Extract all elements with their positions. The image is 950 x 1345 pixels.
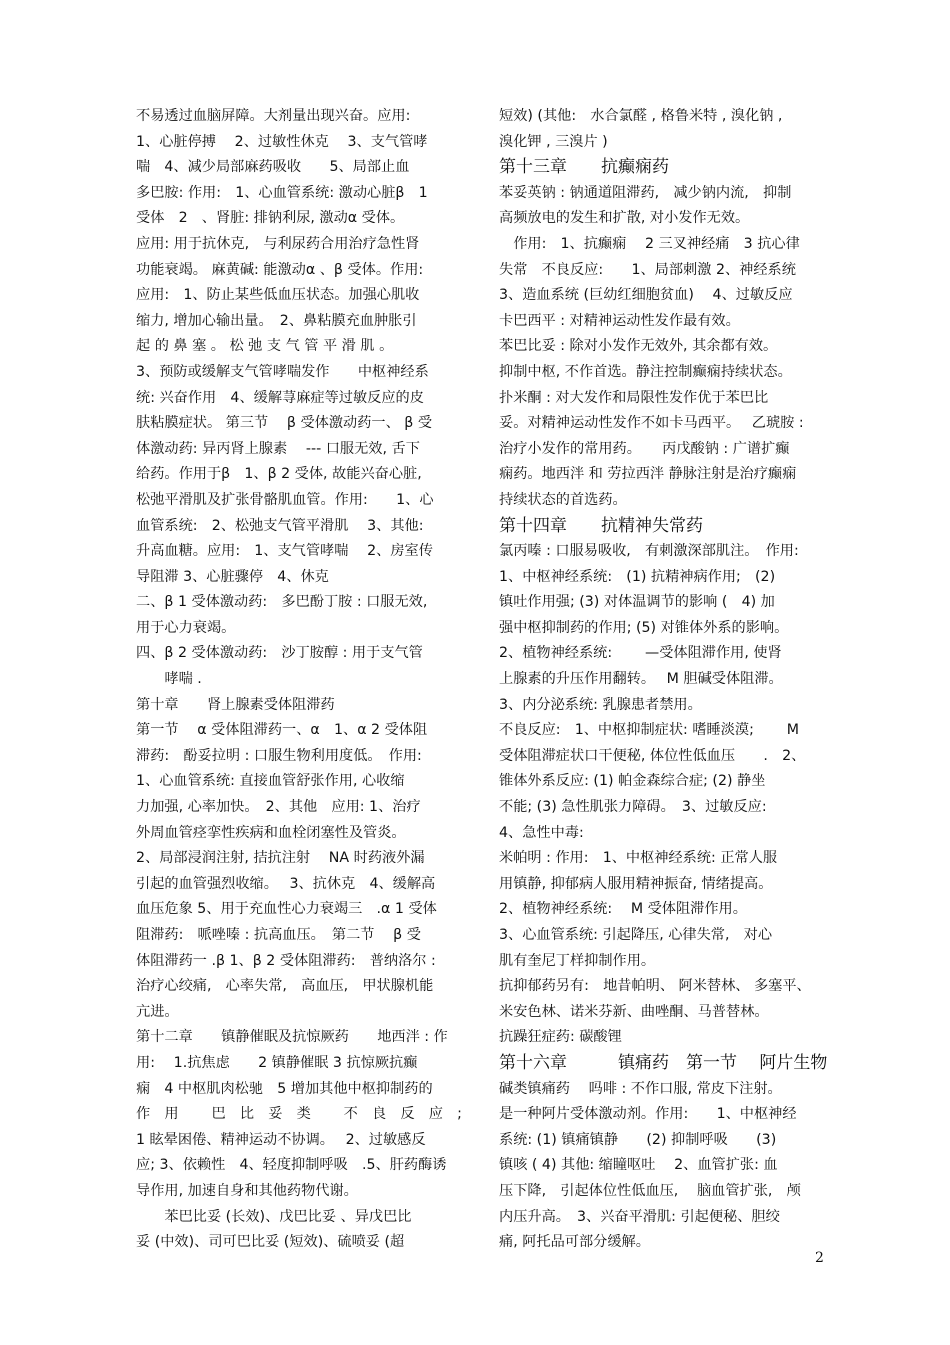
text-line: 抗抑郁药另有: 地昔帕明、 阿米替林、 多塞平、 — [499, 978, 811, 995]
text-line: 持续状态的首选药。 — [499, 491, 627, 508]
text-line: 体激动药: 异丙肾上腺素 --- 口服无效, 舌下 — [136, 440, 420, 457]
text-line: 用镇静, 抑郁病人服用精神振奋, 情绪提高。 — [499, 875, 773, 892]
text-line: 起 的 鼻 塞 。 松 弛 支 气 管 平 滑 肌 。 — [136, 338, 394, 355]
text-line: 第十二章 镇静催眠及抗惊厥药 地西泮 : 作 — [136, 1029, 448, 1046]
text-line: 应用: 用于抗休克, 与利尿药合用治疗急性肾 — [136, 235, 420, 252]
text-line: 溴化钾 , 三溴片 ) — [499, 133, 608, 150]
text-line: 妥 (中效)、司可巴比妥 (短效)、硫喷妥 (超 — [136, 1234, 405, 1251]
text-line: 不易透过血脑屏障。大剂量出现兴奋。应用: — [136, 108, 411, 124]
text-line: 治疗心绞痛, 心率失常, 高血压, 甲状腺机能 — [136, 978, 434, 995]
text-line: 多巴胺: 作用: 1、心血管系统: 激动心脏β 1 — [136, 184, 428, 201]
text-line: 四、β 2 受体激动药: 沙丁胺醇 : 用于支气管 — [136, 645, 423, 662]
text-line: 亢进。 — [136, 1003, 179, 1020]
text-line: 治疗小发作的常用药。 丙戊酸钠 : 广谱扩癫 — [499, 440, 790, 457]
text-line: 米帕明 : 作用: 1、中枢神经系统: 正常人服 — [499, 850, 778, 867]
text-line: 体阻滞药一 .β 1、β 2 受体阻滞药: 普纳洛尔 : — [136, 952, 436, 969]
text-line: 高频放电的发生和扩散, 对小发作无效。 — [499, 210, 750, 227]
text-line: 喘 4、减少局部麻药吸收 5、局部止血 — [136, 159, 410, 176]
text-line: 力加强, 心率加快。 2、其他 应用: 1、治疗 — [136, 799, 421, 816]
text-line: 痫 4 中枢肌肉松驰 5 增加其他中枢抑制药的 — [136, 1080, 433, 1097]
text-line: 应用: 1、防止某些低血压状态。加强心肌收 — [136, 287, 420, 304]
text-line: 失常 不良反应: 1、局部刺激 2、神经系统 — [499, 261, 796, 278]
text-line: 统: 兴奋作用 4、缓解荨麻症等过敏反应的皮 — [136, 389, 424, 406]
text-line: 应; 3、依赖性 4、轻度抑制呼吸 .5、肝药酶诱 — [136, 1157, 447, 1174]
text-line: 1、中枢神经系统: (1) 抗精神病作用; (2) — [499, 568, 776, 585]
text-line: 给药。作用于β 1、β 2 受体, 故能兴奋心脏, — [136, 466, 422, 483]
text-line: 1、心血管系统: 直接血管舒张作用, 心收缩 — [136, 773, 405, 790]
text-line: 2、局部浸润注射, 拮抗注射 NA 时药液外漏 — [136, 850, 425, 867]
text-line: 肤粘膜症状。 第三节 β 受体激动药一、 β 受 — [136, 415, 433, 432]
page-number: 2 — [815, 1250, 824, 1266]
text-line: 松弛平滑肌及扩张骨骼肌血管。作用: 1、心 — [136, 491, 434, 508]
text-line: 导作用, 加速自身和其他药物代谢。 — [136, 1182, 358, 1199]
text-line: 血管系统: 2、松弛支气管平滑肌 3、其他: — [136, 517, 424, 534]
text-line: 滞药: 酚妥拉明 : 口服生物利用度低。 作用: — [136, 747, 422, 764]
chapter-heading: 第十四章 抗精神失常药 — [499, 515, 703, 536]
text-line: 痛, 阿托品可部分缓解。 — [499, 1234, 650, 1251]
text-line: 压下降, 引起体位性低血压, 脑血管扩张, 颅 — [499, 1182, 801, 1199]
text-line: 内压升高。 3、兴奋平滑肌: 引起便秘、胆绞 — [499, 1208, 780, 1225]
text-line: 升高血糖。应用: 1、支气管哮喘 2、房室传 — [136, 543, 433, 560]
text-line: 妥。对精神运动性发作不如卡马西平。 乙琥胺 : — [499, 415, 804, 432]
text-line: 受体阻滞症状口干便秘, 体位性低血压 . 2、 — [499, 747, 806, 764]
right-column — [499, 104, 829, 1256]
text-line: 2、植物神经系统: —受体阻滞作用, 使肾 — [499, 645, 782, 662]
text-line: 抗躁狂症药: 碳酸锂 — [499, 1029, 622, 1046]
text-line: 苯巴比妥 (长效)、戊巴比妥 、异戊巴比 — [136, 1208, 412, 1225]
text-line: 受体 2 、肾脏: 排钠利尿, 激动α 受体。 — [136, 210, 405, 227]
text-line: 痫药。地西泮 和 劳拉西泮 静脉注射是治疗癫痫 — [499, 466, 797, 483]
text-line: 苯妥英钠 : 钠通道阻滞药, 减少钠内流, 抑制 — [499, 184, 792, 201]
text-line: 第一节 α 受体阻滞药一、α 1、α 2 受体阻 — [136, 722, 428, 739]
text-line: 4、急性中毒: — [499, 824, 584, 841]
text-line: 引起的血管强烈收缩。 3、抗休克 4、缓解高 — [136, 875, 436, 892]
text-line: 血压危象 5、用于充血性心力衰竭三 .α 1 受体 — [136, 901, 437, 918]
text-line: 作用: 1、抗癫痫 2 三叉神经痛 3 抗心律 — [499, 235, 800, 252]
text-line: 强中枢抑制药的作用; (5) 对锥体外系的影响。 — [499, 619, 789, 636]
text-line: 作 用 巴 比 妥 类 不 良 反 应 ; — [136, 1106, 462, 1123]
text-line: 3、预防或缓解支气管哮喘发作 中枢神经系 — [136, 363, 429, 380]
text-line: 不良反应: 1、中枢抑制症状: 嗜睡淡漠; M — [499, 722, 800, 739]
text-line: 系统: (1) 镇痛镇静 (2) 抑制呼吸 (3) — [499, 1131, 777, 1148]
text-line: 第十章 肾上腺素受体阻滞药 — [136, 696, 335, 713]
chapter-heading: 第十六章 镇痛药 第一节 阿片生物 — [499, 1052, 828, 1073]
text-line: 哮喘 . — [136, 671, 202, 688]
text-line: 米安色林、诺米芬新、曲唑酮、马普替林。 — [499, 1003, 769, 1020]
text-line: 肌有奎尼丁样抑制作用。 — [499, 952, 656, 969]
text-line: 氯丙嗪 : 口服易吸收, 有刺激深部肌注。 作用: — [499, 543, 799, 560]
text-line: 锥体外系反应: (1) 帕金森综合症; (2) 静坐 — [499, 773, 766, 790]
text-line: 导阻滞 3、心脏骤停 4、休克 — [136, 568, 329, 585]
text-line: 卡巴西平 : 对精神运动性发作最有效。 — [499, 312, 740, 329]
text-line: 碱类镇痛药 吗啡 : 不作口服, 常皮下注射。 — [499, 1080, 782, 1097]
text-line: 抑制中枢, 不作首选。静注控制癫痫持续状态。 — [499, 363, 792, 380]
text-line: 短效) (其他: 水合氯醛 , 格鲁米特 , 溴化钠 , — [499, 108, 783, 124]
text-line: 阻滞药: 哌唑嗪 : 抗高血压。 第二节 β 受 — [136, 927, 421, 943]
text-line: 苯巴比妥 : 除对小发作无效外, 其余都有效。 — [499, 338, 778, 355]
text-line: 不能; (3) 急性肌张力障碍。 3、过敏反应: — [499, 799, 767, 816]
text-line: 外周血管痉挛性疾病和血栓闭塞性及管炎。 — [136, 824, 406, 841]
text-line: 上腺素的升压作用翻转。 M 胆碱受体阻滞。 — [499, 671, 783, 688]
left-column — [136, 104, 464, 1256]
text-line: 3、心血管系统: 引起降压, 心律失常, 对心 — [499, 927, 773, 943]
text-line: 功能衰竭。 麻黄碱: 能激动α 、β 受体。作用: — [136, 261, 424, 278]
text-line: 3、内分泌系统: 乳腺患者禁用。 — [499, 696, 702, 713]
text-line: 镇吐作用强; (3) 对体温调节的影响 ( 4) 加 — [499, 594, 775, 611]
text-line: 1 眩晕困倦、精神运动不协调。 2、过敏感反 — [136, 1131, 426, 1148]
text-line: 镇咳 ( 4) 其他: 缩瞳呕吐 2、血管扩张: 血 — [499, 1157, 778, 1174]
text-line: 1、心脏停搏 2、过敏性休克 3、支气管哮 — [136, 133, 428, 150]
text-line: 用于心力衰竭。 — [136, 619, 236, 636]
chapter-heading: 第十三章 抗癫痫药 — [499, 157, 669, 178]
text-line: 2、植物神经系统: M 受体阻滞作用。 — [499, 901, 747, 918]
text-line: 二、β 1 受体激动药: 多巴酚丁胺 : 口服无效, — [136, 594, 428, 611]
text-line: 是一种阿片受体激动剂。作用: 1、中枢神经 — [499, 1106, 797, 1123]
text-line: 缩力, 增加心输出量。 2、鼻粘膜充血肿胀引 — [136, 312, 417, 329]
text-line: 用: 1.抗焦虑 2 镇静催眠 3 抗惊厥抗癫 — [136, 1054, 418, 1071]
text-line: 扑米酮 : 对大发作和局限性发作优于苯巴比 — [499, 389, 769, 406]
text-line: 3、造血系统 (巨幼红细胞贫血) 4、过敏反应 — [499, 287, 793, 304]
